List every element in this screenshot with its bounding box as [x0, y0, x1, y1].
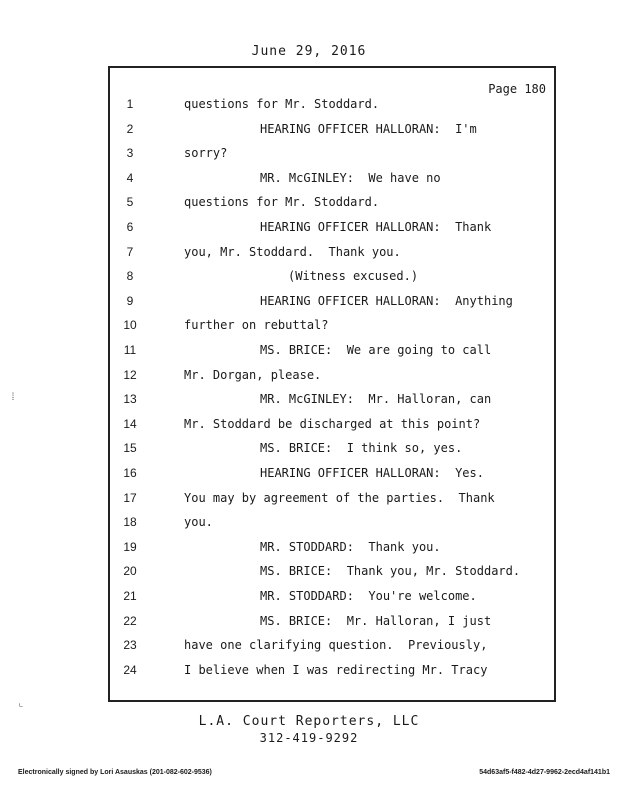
header-date: June 29, 2016: [251, 44, 367, 59]
transcript-line: [110, 190, 554, 214]
line-number: 17: [123, 490, 137, 505]
document-id: 54d63af5-f482-4d27-9962-2ecd4af141b1: [479, 769, 610, 776]
transcript-lines: [110, 68, 554, 700]
line-text: You may by agreement of the parties. Thank: [184, 490, 495, 505]
transcript-page: [108, 66, 556, 702]
line-number: 24: [123, 662, 137, 677]
line-text: questions for Mr. Stoddard.: [184, 195, 380, 210]
line-text: HEARING OFFICER HALLORAN: Thank: [260, 220, 492, 234]
line-text: MR. STODDARD: You're welcome.: [260, 589, 477, 603]
line-text: MR. McGINLEY: We have no: [260, 170, 441, 185]
line-text: further on rebuttal?: [184, 318, 329, 333]
transcript-line: [110, 141, 554, 165]
transcript-line: [110, 535, 554, 559]
transcript-line: [110, 658, 554, 682]
transcript-line: [110, 264, 554, 288]
line-number: 16: [123, 466, 137, 480]
footer-phone: 312-419-9292: [259, 731, 359, 745]
transcript-line: [110, 215, 554, 239]
transcript-line: [110, 510, 554, 534]
line-text: Mr. Dorgan, please.: [184, 367, 322, 382]
line-text: Mr. Stoddard be discharged at this point?: [184, 416, 481, 431]
transcript-line: [110, 240, 554, 264]
scan-mark: ⌞: [18, 698, 25, 709]
line-text: MR. STODDARD: Thank you.: [260, 539, 441, 554]
line-number: 12: [123, 367, 137, 382]
transcript-line: [110, 584, 554, 608]
transcript-line: [110, 559, 554, 583]
transcript-line: [110, 609, 554, 633]
line-text: MS. BRICE: We are going to call: [260, 343, 492, 357]
transcript-line: [110, 92, 554, 116]
line-text: questions for Mr. Stoddard.: [184, 97, 380, 111]
page-number: Page 180: [488, 82, 546, 96]
transcript-line: [110, 412, 554, 436]
scan-mark: ⁞: [10, 392, 17, 403]
line-number: 8: [126, 269, 134, 284]
footer-company: L.A. Court Reporters, LLC: [198, 714, 420, 729]
line-number: 20: [123, 564, 137, 579]
line-text: sorry?: [184, 146, 228, 161]
transcript-line: [110, 166, 554, 190]
line-text: MR. McGINLEY: Mr. Halloran, can: [260, 392, 492, 407]
line-number: 19: [123, 539, 137, 554]
line-number: 9: [126, 293, 134, 308]
transcript-line: [110, 289, 554, 313]
line-number: 7: [126, 244, 134, 259]
line-text: HEARING OFFICER HALLORAN: Anything: [260, 293, 513, 308]
transcript-line: [110, 436, 554, 460]
line-text: MS. BRICE: Thank you, Mr. Stoddard.: [260, 564, 521, 579]
line-number: 21: [123, 589, 137, 603]
line-text: I believe when I was redirecting Mr. Tracy: [184, 662, 488, 677]
line-number: 3: [126, 146, 134, 161]
line-number: 6: [126, 220, 134, 234]
line-number: 4: [126, 170, 134, 185]
line-number: 1: [126, 97, 134, 111]
line-number: 2: [126, 121, 134, 136]
line-text: MS. BRICE: I think so, yes.: [260, 441, 463, 456]
line-number: 14: [123, 416, 137, 431]
line-number: 18: [123, 515, 137, 530]
line-number: 15: [123, 441, 137, 456]
transcript-line: [110, 313, 554, 337]
line-number: 5: [126, 195, 134, 210]
line-text: HEARING OFFICER HALLORAN: I'm: [260, 121, 477, 136]
line-text: MS. BRICE: Mr. Halloran, I just: [260, 613, 492, 628]
line-text: you.: [184, 515, 213, 530]
line-number: 22: [123, 613, 137, 628]
transcript-line: [110, 633, 554, 657]
transcript-line: [110, 117, 554, 141]
line-number: 11: [123, 343, 137, 357]
line-text: have one clarifying question. Previously,: [184, 638, 488, 653]
line-text: (Witness excused.): [288, 269, 419, 284]
line-number: 13: [123, 392, 137, 407]
transcript-line: [110, 363, 554, 387]
line-number: 23: [123, 638, 137, 653]
line-text: you, Mr. Stoddard. Thank you.: [184, 244, 401, 259]
transcript-line: [110, 338, 554, 362]
line-number: 10: [123, 318, 137, 333]
transcript-line: [110, 387, 554, 411]
transcript-line: [110, 461, 554, 485]
transcript-line: [110, 486, 554, 510]
line-text: HEARING OFFICER HALLORAN: Yes.: [260, 466, 484, 480]
esign-notice: Electronically signed by Lori Asauskas (201-082-602-9536): [18, 769, 212, 776]
